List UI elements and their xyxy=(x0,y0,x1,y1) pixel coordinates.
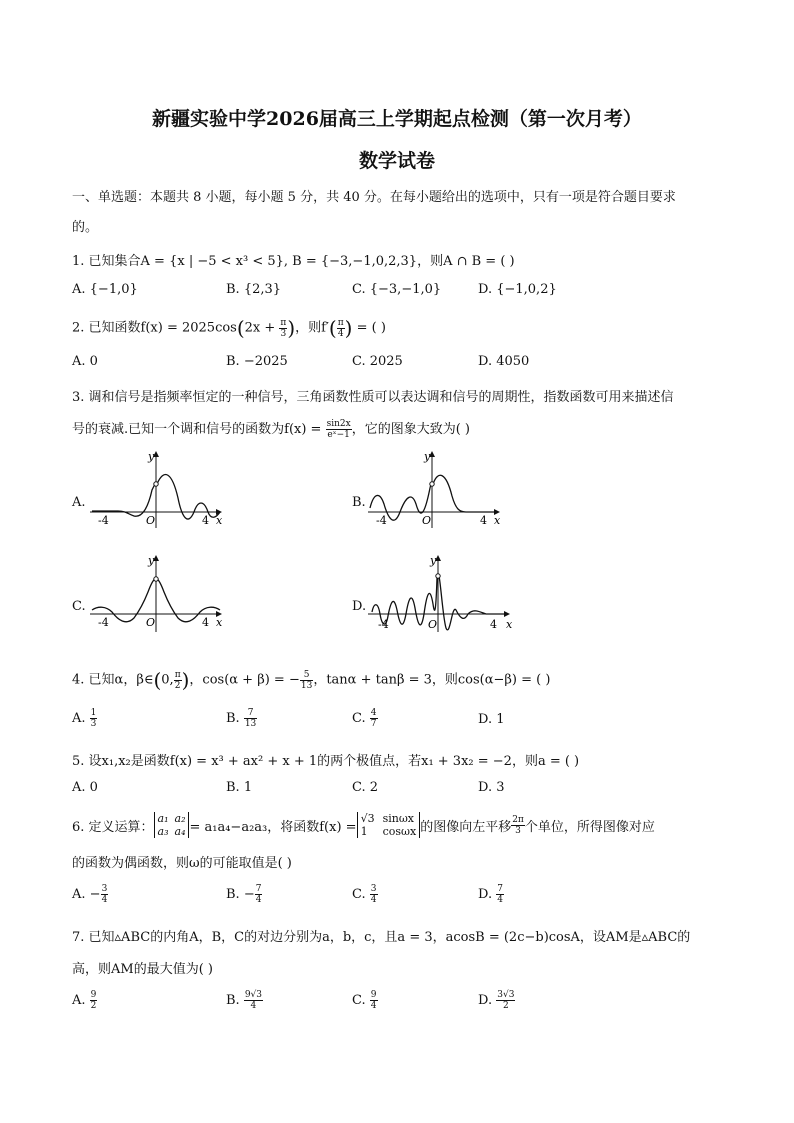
q2-stem-a: 2. 已知函数f(x) = 2025cos xyxy=(72,320,237,336)
q1-option-c[interactable]: C. {−3,−1,0} xyxy=(352,282,442,297)
q6-option-c[interactable]: C. $\frac{3}{4}$ xyxy=(352,884,377,905)
q7-option-b[interactable]: B. $\frac{9√3}{4}$ xyxy=(226,990,263,1011)
q6-stem-b: = a₁a₄−a₂a₃，将函数f(x) = xyxy=(189,819,357,835)
q3c-x-label: x xyxy=(216,616,223,629)
q3d-pos4: 4 xyxy=(490,618,497,631)
q3-graph-b[interactable] xyxy=(366,448,506,530)
q2-option-d[interactable]: D. 4050 xyxy=(478,354,530,369)
q6-stem-a: 6. 定义运算： xyxy=(72,819,154,835)
q2-frac-pi4: $\frac{\pi}{4}$ xyxy=(337,317,344,339)
q3a-y-label: y xyxy=(148,450,155,463)
q7-option-d[interactable]: D. $\frac{3√3}{2}$ xyxy=(478,990,515,1011)
q3d-y-label: y xyxy=(430,554,437,567)
q3-graph-c[interactable] xyxy=(88,552,228,634)
q3-option-b-label[interactable]: B. xyxy=(352,495,366,510)
q7-stem-line2: 高，则AM的最大值为( ) xyxy=(72,962,213,977)
q7-option-a[interactable]: A. $\frac{9}{2}$ xyxy=(72,990,97,1011)
q3c-y-label: y xyxy=(148,554,155,567)
q4-frac-5-13: $\frac{5}{13}$ xyxy=(300,669,313,691)
q4-stem-b: 0, xyxy=(161,672,174,688)
q3b-origin: O xyxy=(422,514,432,527)
q6-stem xyxy=(72,812,655,838)
q5-option-b[interactable]: B. 1 xyxy=(226,780,253,795)
q4-stem: 4. 已知α，β∈(0, $\frac{\pi}{2}$ )，cos(α + β) = − $\frac{5}{13}$ ，tanα + tanβ = 3，则cos(α−β) = ( ) xyxy=(72,668,551,692)
section-instructions-line2: 的。 xyxy=(72,220,99,235)
q7-option-c[interactable]: C. $\frac{9}{4}$ xyxy=(352,990,377,1011)
q6-determinant-1: a₁ a₂ a₃ a₄ xyxy=(154,812,190,838)
q5-option-c[interactable]: C. 2 xyxy=(352,780,379,795)
q3-graph-a[interactable] xyxy=(88,448,228,530)
q3a-pos4: 4 xyxy=(202,514,209,527)
q3-graph-d[interactable] xyxy=(366,552,516,634)
q2-stem-c: ，则f′ xyxy=(295,320,329,336)
q2-stem-b: 2x + xyxy=(244,320,280,336)
q2-stem: 2. 已知函数f(x) = 2025cos(2x + $\frac{\pi}{3}$ )，则f′( $\frac{\pi}{4}$ ) = ( ) xyxy=(72,316,386,340)
section-instructions-line1: 一、单选题：本题共 8 小题，每小题 5 分，共 40 分。在每小题给出的选项中，只有一项是符合题目要求 xyxy=(72,190,676,205)
q6-option-a[interactable]: A. − $\frac{3}{4}$ xyxy=(72,884,108,905)
q4-stem-c: ，cos(α + β) = − xyxy=(189,672,300,688)
q1-stem: 1. 已知集合A = {x | −5 < x³ < 5}, B = {−3,−1,0,2,3}，则A ∩ B = ( ) xyxy=(72,254,515,269)
q2-option-a[interactable]: A. 0 xyxy=(72,354,98,369)
q3b-pos4: 4 xyxy=(480,514,487,527)
q3-option-c-label[interactable]: C. xyxy=(72,599,86,614)
q3c-origin: O xyxy=(146,616,156,629)
q4-option-a[interactable]: A. $\frac{1}{3}$ xyxy=(72,708,97,729)
q3b-x-label: x xyxy=(494,514,501,527)
q3-stem-line2a: 号的衰减.已知一个调和信号的函数为f(x) = xyxy=(72,422,326,437)
q2-option-c[interactable]: C. 2025 xyxy=(352,354,403,369)
q4-frac-pi2: $\frac{\pi}{2}$ xyxy=(174,669,181,691)
q4-option-b[interactable]: B. $\frac{7}{13}$ xyxy=(226,708,257,729)
q1-option-b[interactable]: B. {2,3} xyxy=(226,282,282,297)
q6-frac-2pi3: $\frac{2\pi}{3}$ xyxy=(512,814,524,836)
q2-stem-d: = ( ) xyxy=(352,320,386,336)
q6-determinant-2: √3 sinωx 1 cosωx xyxy=(357,812,421,838)
q3a-neg4: -4 xyxy=(98,514,109,527)
q3-option-d-label[interactable]: D. xyxy=(352,599,367,614)
q3-frac: $\frac{\sin 2x}{\text{eˣ−1}}$ xyxy=(326,419,351,440)
q3d-x-label: x xyxy=(506,618,513,631)
q6-option-d[interactable]: D. $\frac{7}{4}$ xyxy=(478,884,503,905)
q3c-pos4: 4 xyxy=(202,616,209,629)
q6-option-b[interactable]: B. − $\frac{7}{4}$ xyxy=(226,884,262,905)
q5-option-a[interactable]: A. 0 xyxy=(72,780,98,795)
q3-stem-line2b: ，它的图象大致为( ) xyxy=(351,422,470,437)
q3c-neg4: -4 xyxy=(98,616,109,629)
q3a-x-label: x xyxy=(216,514,223,527)
q6-stem-line2: 的函数为偶函数，则ω的可能取值是( ) xyxy=(72,856,292,871)
q4-stem-a: 4. 已知α，β∈ xyxy=(72,672,154,688)
q2-frac-pi3: $\frac{\pi}{3}$ xyxy=(280,317,287,339)
q4-option-d[interactable]: D. 1 xyxy=(478,712,505,727)
q1-option-a[interactable]: A. {−1,0} xyxy=(72,282,138,297)
q3b-neg4: -4 xyxy=(376,514,387,527)
q2-option-b[interactable]: B. −2025 xyxy=(226,354,288,369)
q3-option-a-label[interactable]: A. xyxy=(72,495,86,510)
q7-stem-line1: 7. 已知▵ABC的内角A，B，C的对边分别为a，b，c，且a = 3，acosB = (2c−b)cosA，设AM是▵ABC的 xyxy=(72,930,691,945)
q3-stem-line2 xyxy=(72,418,470,440)
q6-stem-c: 的图像向左平移 xyxy=(420,819,512,835)
q5-stem: 5. 设x₁,x₂是函数f(x) = x³ + ax² + x + 1的两个极值点，若x₁ + 3x₂ = −2，则a = ( ) xyxy=(72,754,580,769)
page-subtitle: 数学试卷 xyxy=(358,150,435,172)
q6-stem-d: 个单位，所得图像对应 xyxy=(524,819,655,835)
page-title: 新疆实验中学2026届高三上学期起点检测（第一次月考） xyxy=(152,108,642,130)
q3-stem-line1: 3. 调和信号是指频率恒定的一种信号，三角函数性质可以表达调和信号的周期性，指数函数可用来描述信 xyxy=(72,390,674,405)
q4-option-c[interactable]: C. $\frac{4}{7}$ xyxy=(352,708,377,729)
q5-option-d[interactable]: D. 3 xyxy=(478,780,505,795)
q3d-origin: O xyxy=(428,618,438,631)
q3d-neg4: -4 xyxy=(378,618,389,631)
q3a-origin: O xyxy=(146,514,156,527)
q4-stem-d: ，tanα + tanβ = 3，则cos(α−β) = ( ) xyxy=(313,672,551,688)
q1-option-d[interactable]: D. {−1,0,2} xyxy=(478,282,557,297)
q3b-y-label: y xyxy=(424,450,431,463)
